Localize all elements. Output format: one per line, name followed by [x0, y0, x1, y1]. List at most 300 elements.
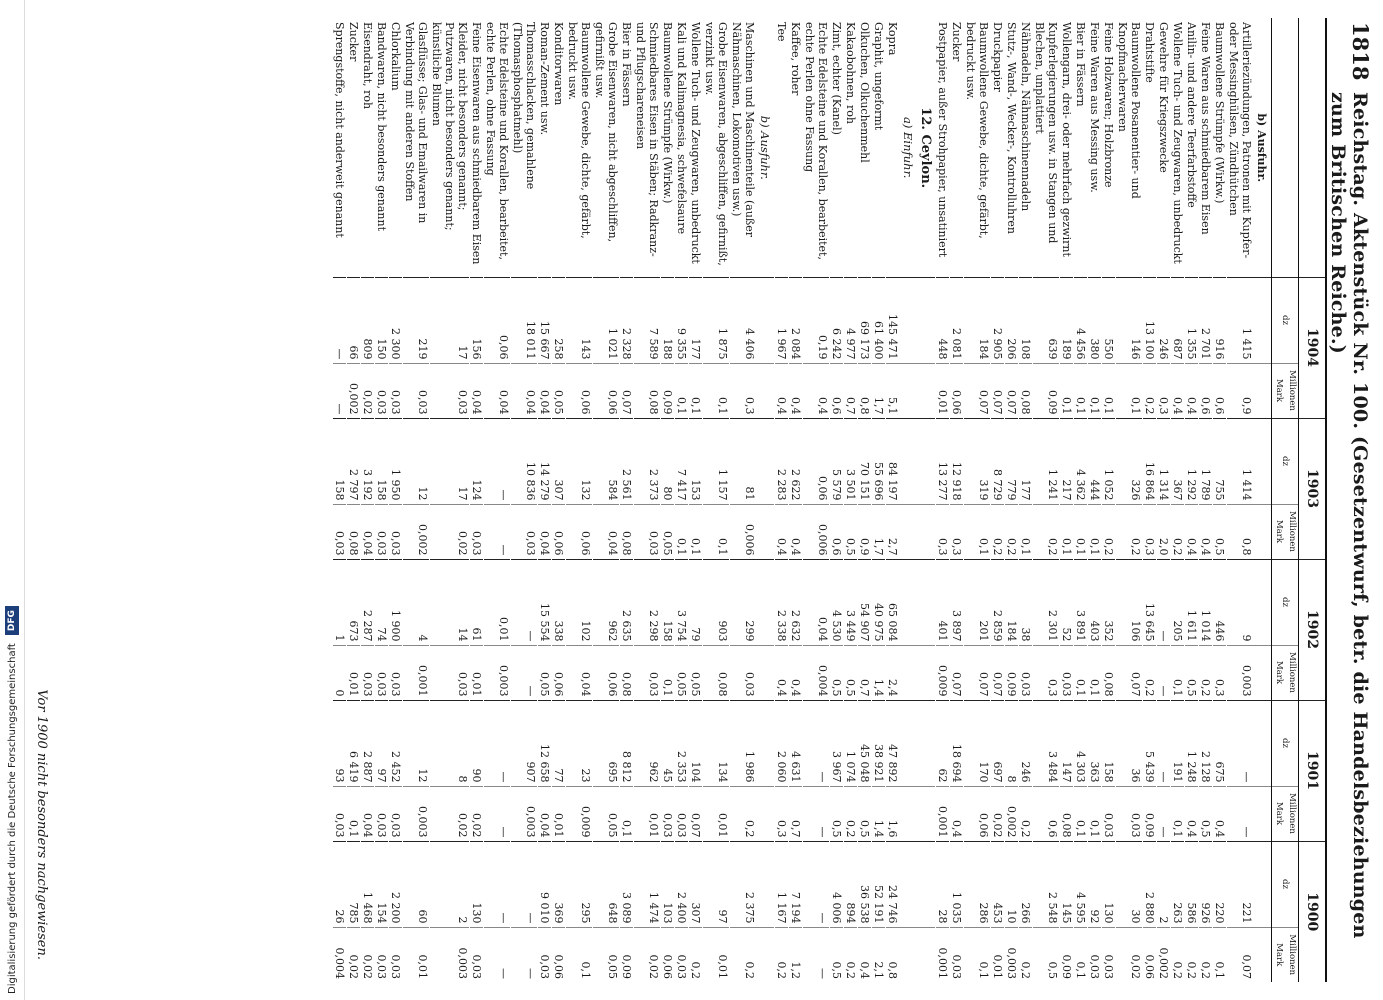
quantity-dz-cell: 2 300: [389, 277, 403, 363]
value-million-mark-cell: 0,2: [1185, 927, 1199, 982]
quantity-dz-cell: 4 631: [789, 700, 803, 786]
quantity-dz-cell: 36 538: [858, 841, 872, 927]
unit-mm-header: Millionen Mark: [1272, 927, 1299, 982]
quantity-dz-cell: 3 754: [675, 559, 689, 645]
empty-cell: [1253, 277, 1272, 363]
value-million-mark-cell: 0,04: [361, 504, 375, 559]
quantity-dz-cell: —: [484, 841, 511, 927]
quantity-dz-cell: 8: [1005, 700, 1019, 786]
quantity-dz-cell: 286: [964, 841, 991, 927]
value-million-mark-cell: 0,2: [689, 927, 703, 982]
value-million-mark-cell: 0,1: [1102, 363, 1116, 418]
empty-cell: [1253, 363, 1272, 418]
value-million-mark-cell: 0,03: [675, 786, 689, 841]
value-million-mark-cell: 0,1: [1074, 504, 1088, 559]
value-million-mark-cell: 0,03: [1102, 927, 1116, 982]
table-row: [593, 18, 620, 982]
value-million-mark-cell: 5,1: [886, 363, 900, 418]
empty-cell: [1253, 927, 1272, 982]
value-million-mark-cell: 0,03: [389, 504, 403, 559]
value-million-mark-cell: 0,05: [675, 645, 689, 700]
quantity-dz-cell: 177: [689, 277, 703, 363]
quantity-dz-cell: 448: [936, 277, 950, 363]
quantity-dz-cell: 9: [1227, 559, 1254, 645]
quantity-dz-cell: 12: [403, 418, 430, 504]
value-million-mark-cell: 0,04: [538, 786, 552, 841]
page-header: [1327, 22, 1373, 982]
value-million-mark-cell: 0,5: [844, 504, 858, 559]
section-heading-row: [756, 18, 775, 982]
table-row: [430, 18, 470, 982]
commodity-label: Echte Edelsteine und Korallen, bearbeitet, echte Perlen ohne Fassung: [803, 22, 829, 260]
quantity-dz-cell: 2 298: [634, 559, 661, 645]
value-million-mark-cell: 0,2: [1199, 645, 1213, 700]
value-million-mark-cell: 0,06: [566, 504, 593, 559]
quantity-dz-cell: 201: [964, 559, 991, 645]
quantity-dz-cell: 6 242: [830, 277, 844, 363]
value-million-mark-cell: —: [484, 786, 511, 841]
quantity-dz-cell: 1 355: [1185, 277, 1199, 363]
quantity-dz-cell: 4 530: [830, 559, 844, 645]
value-million-mark-cell: 0,4: [950, 786, 964, 841]
value-million-mark-cell: 0,04: [470, 363, 484, 418]
empty-cell: [917, 927, 936, 982]
table-row: [620, 18, 634, 982]
quantity-dz-cell: 785: [347, 841, 361, 927]
value-million-mark-cell: 0,1: [1074, 645, 1088, 700]
commodity-label: Bier in Fässern: [1074, 22, 1087, 107]
quantity-dz-cell: 1 967: [775, 277, 789, 363]
quantity-dz-cell: 156: [470, 277, 484, 363]
unit-header-row: [1272, 18, 1299, 982]
year-header: 1902: [1299, 559, 1327, 700]
quantity-dz-cell: 9 010: [538, 841, 552, 927]
quantity-dz-cell: 307: [552, 418, 566, 504]
value-million-mark-cell: 0,5: [830, 786, 844, 841]
value-million-mark-cell: 0,07: [991, 363, 1005, 418]
value-million-mark-cell: 0,5: [858, 786, 872, 841]
table-row: [886, 18, 900, 982]
table-row: [361, 18, 375, 982]
table-row: [389, 18, 403, 982]
running-title: Reichstag. Aktenstück Nr. 100. (Gesetzentwurf, betr. die Handelsbeziehungen zum Britischen Reiche.): [1327, 92, 1371, 939]
quantity-dz-cell: 0,06: [803, 418, 830, 504]
quantity-dz-cell: 74: [375, 559, 389, 645]
value-million-mark-cell: 0,5: [1033, 927, 1060, 982]
quantity-dz-cell: 307: [689, 841, 703, 927]
value-million-mark-cell: 0,003: [1005, 927, 1019, 982]
value-million-mark-cell: 0,003: [1227, 645, 1254, 700]
value-million-mark-cell: 0,4: [789, 645, 803, 700]
commodity-label: Sprengstoffe, nicht anderweit genannt: [333, 22, 346, 238]
value-million-mark-cell: 0,004: [333, 927, 347, 982]
quantity-dz-cell: 2 635: [620, 559, 634, 645]
empty-cell: [756, 418, 775, 504]
page-number: 1818: [1348, 22, 1373, 81]
quantity-dz-cell: 61: [470, 559, 484, 645]
quantity-dz-cell: 2 701: [1199, 277, 1213, 363]
commodity-label: Artilleriezündungen, Patronen mit Kupfer- oder Messinghülsen, Zündhütchen: [1227, 22, 1253, 259]
quantity-dz-cell: 145: [1060, 841, 1074, 927]
document-page: [28, 0, 1383, 1000]
quantity-dz-cell: 894: [844, 841, 858, 927]
table-row: [1074, 18, 1088, 982]
value-million-mark-cell: 0,07: [964, 645, 991, 700]
value-million-mark-cell: 0,4: [775, 363, 789, 418]
quantity-dz-cell: 4 595: [1074, 841, 1088, 927]
value-million-mark-cell: 0,7: [858, 645, 872, 700]
empty-cell: [917, 363, 936, 418]
empty-cell: [917, 841, 936, 927]
quantity-dz-cell: 338: [552, 559, 566, 645]
value-million-mark-cell: —: [803, 786, 830, 841]
quantity-dz-cell: 2 797: [347, 418, 361, 504]
quantity-dz-cell: 154: [375, 841, 389, 927]
table-row: [470, 18, 484, 982]
value-million-mark-cell: 0,006: [803, 504, 830, 559]
quantity-dz-cell: 84 197: [886, 418, 900, 504]
empty-cell: [1253, 841, 1272, 927]
quantity-dz-cell: 55 696: [872, 418, 886, 504]
value-million-mark-cell: 0,02: [361, 363, 375, 418]
quantity-dz-cell: 69 173: [858, 277, 872, 363]
quantity-dz-cell: 14 279: [538, 418, 552, 504]
value-million-mark-cell: 0,05: [552, 363, 566, 418]
value-million-mark-cell: 0,2: [775, 927, 789, 982]
empty-cell: [917, 418, 936, 504]
quantity-dz-cell: 60: [403, 841, 430, 927]
value-million-mark-cell: 0,1: [689, 363, 703, 418]
quantity-dz-cell: 586: [1185, 841, 1199, 927]
quantity-dz-cell: 1 986: [730, 700, 757, 786]
value-million-mark-cell: 0,01: [552, 786, 566, 841]
value-million-mark-cell: 0,04: [593, 504, 620, 559]
quantity-dz-cell: 15 667: [538, 277, 552, 363]
value-million-mark-cell: 0,03: [375, 504, 389, 559]
quantity-dz-cell: 1 035: [950, 841, 964, 927]
label-header: [1299, 18, 1327, 277]
value-million-mark-cell: 0,001: [936, 786, 950, 841]
quantity-dz-cell: 6 419: [347, 700, 361, 786]
value-million-mark-cell: 0,06: [950, 363, 964, 418]
quantity-dz-cell: 177: [1019, 418, 1033, 504]
year-header: 1900: [1299, 841, 1327, 982]
value-million-mark-cell: 0,03: [538, 927, 552, 982]
value-million-mark-cell: —: [1227, 786, 1254, 841]
quantity-dz-cell: 1 167: [775, 841, 789, 927]
value-million-mark-cell: 2,0: [1157, 504, 1171, 559]
table-row: [936, 18, 950, 982]
empty-cell: [756, 277, 775, 363]
credit-text: [1, 0, 25, 1000]
quantity-dz-cell: 47 892: [886, 700, 900, 786]
value-million-mark-cell: 0,1: [620, 786, 634, 841]
value-million-mark-cell: 0,4: [1185, 363, 1199, 418]
value-million-mark-cell: 0,02: [634, 927, 661, 982]
year-header: 1901: [1299, 700, 1327, 841]
quantity-dz-cell: 2 452: [389, 700, 403, 786]
quantity-dz-cell: 23: [566, 700, 593, 786]
value-million-mark-cell: 0,1: [347, 786, 361, 841]
value-million-mark-cell: —: [484, 927, 511, 982]
quantity-dz-cell: 4 303: [1074, 700, 1088, 786]
dfg-logo: DFG: [5, 606, 19, 635]
empty-cell: [1253, 645, 1272, 700]
quantity-dz-cell: 145 471: [886, 277, 900, 363]
value-million-mark-cell: 0,02: [361, 927, 375, 982]
table-row: [1102, 18, 1116, 982]
commodity-label: Bier in Fässern: [620, 22, 633, 107]
quantity-dz-cell: 217: [1060, 418, 1074, 504]
quantity-dz-cell: 266: [1019, 841, 1033, 927]
quantity-dz-cell: 158: [375, 418, 389, 504]
value-million-mark-cell: 1,2: [789, 927, 803, 982]
value-million-mark-cell: 0,03: [1116, 786, 1143, 841]
value-million-mark-cell: 0,08: [620, 504, 634, 559]
quantity-dz-cell: 2 375: [730, 841, 757, 927]
empty-cell: [899, 559, 917, 645]
value-million-mark-cell: 0,4: [1171, 363, 1185, 418]
value-million-mark-cell: 2,1: [872, 927, 886, 982]
quantity-dz-cell: 809: [361, 277, 375, 363]
value-million-mark-cell: 0,4: [1213, 786, 1227, 841]
quantity-dz-cell: 1 468: [361, 841, 375, 927]
value-million-mark-cell: 0,06: [593, 363, 620, 418]
quantity-dz-cell: 13 277: [936, 418, 950, 504]
value-million-mark-cell: 1,7: [872, 504, 886, 559]
table-row: [1227, 18, 1254, 982]
quantity-dz-cell: 77: [552, 700, 566, 786]
value-million-mark-cell: 0,8: [886, 927, 900, 982]
commodity-label: Feine Waren aus Messing usw.: [1088, 22, 1101, 193]
value-million-mark-cell: 0,3: [1157, 363, 1171, 418]
quantity-dz-cell: 903: [703, 559, 730, 645]
unit-dz-header: dz: [1272, 277, 1299, 363]
quantity-dz-cell: 926: [1199, 841, 1213, 927]
value-million-mark-cell: 0,2: [1116, 504, 1143, 559]
quantity-dz-cell: 299: [730, 559, 757, 645]
quantity-dz-cell: 61 400: [872, 277, 886, 363]
value-million-mark-cell: 0,04: [566, 645, 593, 700]
quantity-dz-cell: 675: [1213, 700, 1227, 786]
quantity-dz-cell: 3 897: [950, 559, 964, 645]
quantity-dz-cell: 4 362: [1074, 418, 1088, 504]
value-million-mark-cell: 0,09: [620, 927, 634, 982]
value-million-mark-cell: 0,002: [347, 363, 361, 418]
value-million-mark-cell: 0,01: [634, 786, 661, 841]
table-row: [1199, 18, 1213, 982]
quantity-dz-cell: 54 907: [858, 559, 872, 645]
value-million-mark-cell: 0,06: [566, 363, 593, 418]
commodity-label: Echte Edelsteine und Korallen, bearbeitet, echte Perlen, ohne Fassung: [484, 22, 510, 260]
quantity-dz-cell: —: [511, 559, 538, 645]
quantity-dz-cell: 403: [1088, 559, 1102, 645]
value-million-mark-cell: 0,03: [1102, 786, 1116, 841]
value-million-mark-cell: 0,5: [844, 645, 858, 700]
unit-mm-header: Millionen Mark: [1272, 363, 1299, 418]
value-million-mark-cell: 0,03: [950, 927, 964, 982]
value-million-mark-cell: 0,01: [936, 363, 950, 418]
value-million-mark-cell: 0,06: [661, 927, 675, 982]
quantity-dz-cell: 2 905: [991, 277, 1005, 363]
empty-cell: [756, 363, 775, 418]
quantity-dz-cell: 7 589: [634, 277, 661, 363]
quantity-dz-cell: 36: [1116, 700, 1143, 786]
quantity-dz-cell: 962: [634, 700, 661, 786]
value-million-mark-cell: 0,7: [789, 786, 803, 841]
quantity-dz-cell: 14: [430, 559, 470, 645]
table-row: [634, 18, 661, 982]
quantity-dz-cell: 103: [661, 841, 675, 927]
commodity-label: Kali und Kalimagnesia, schwefelsaure: [675, 22, 688, 235]
quantity-dz-cell: 2 548: [1033, 841, 1060, 927]
value-million-mark-cell: 0,4: [858, 927, 872, 982]
commodity-label: Graphit, ungeformt: [872, 22, 885, 131]
quantity-dz-cell: 45 048: [858, 700, 872, 786]
value-million-mark-cell: —: [1157, 645, 1171, 700]
quantity-dz-cell: 367: [1171, 418, 1185, 504]
value-million-mark-cell: 0,06: [964, 786, 991, 841]
quantity-dz-cell: 2 632: [789, 559, 803, 645]
value-million-mark-cell: 0,07: [620, 363, 634, 418]
table-row: [991, 18, 1005, 982]
quantity-dz-cell: 1 074: [844, 700, 858, 786]
commodity-label: Grobe Eisenwaren, nicht abgeschliffen, gefirnißt usw.: [593, 22, 619, 243]
value-million-mark-cell: 0,5: [1199, 786, 1213, 841]
quantity-dz-cell: 219: [403, 277, 430, 363]
commodity-label: Baumwollene Strümpfe (Wirkw.): [1213, 22, 1226, 204]
value-million-mark-cell: 0,5: [830, 645, 844, 700]
quantity-dz-cell: 2 887: [361, 700, 375, 786]
quantity-dz-cell: 130: [470, 841, 484, 927]
commodity-label: Feine Eisenwaren aus schmiedbarem Eisen: [470, 22, 483, 265]
table-row: [1088, 18, 1102, 982]
value-million-mark-cell: 0,1: [675, 504, 689, 559]
quantity-dz-cell: 38: [1019, 559, 1033, 645]
quantity-dz-cell: 8 729: [991, 418, 1005, 504]
quantity-dz-cell: 2 400: [675, 841, 689, 927]
table-row: [950, 18, 964, 982]
value-million-mark-cell: 0,09: [1143, 786, 1157, 841]
value-million-mark-cell: 0,3: [775, 786, 789, 841]
quantity-dz-cell: 3 501: [844, 418, 858, 504]
commodity-label: Maschinen und Maschinenteile (außer Nähmaschinen, Lokomotiven usw.): [730, 22, 756, 238]
value-million-mark-cell: 0,02: [430, 786, 470, 841]
commodity-label: Eisendraht, roh: [361, 22, 374, 110]
quantity-dz-cell: 28: [936, 841, 950, 927]
value-million-mark-cell: 0,9: [858, 504, 872, 559]
empty-cell: [899, 277, 917, 363]
value-million-mark-cell: 0,04: [538, 363, 552, 418]
commodity-label: Stutz-, Wand-, Wecker-, Kontrolluhren: [1005, 22, 1018, 234]
value-million-mark-cell: 0,1: [703, 363, 730, 418]
table-row: [872, 18, 886, 982]
empty-cell: [1253, 559, 1272, 645]
quantity-dz-cell: 4 977: [844, 277, 858, 363]
quantity-dz-cell: 3 089: [620, 841, 634, 927]
quantity-dz-cell: 150: [375, 277, 389, 363]
quantity-dz-cell: 0,01: [484, 559, 511, 645]
quantity-dz-cell: 80: [661, 418, 675, 504]
commodity-label: Zucker: [347, 22, 360, 62]
quantity-dz-cell: 8: [430, 700, 470, 786]
quantity-dz-cell: 26: [333, 841, 347, 927]
table-row: [689, 18, 703, 982]
quantity-dz-cell: —: [803, 700, 830, 786]
value-million-mark-cell: 2,7: [886, 504, 900, 559]
value-million-mark-cell: 0,1: [661, 645, 675, 700]
value-million-mark-cell: 0,03: [375, 927, 389, 982]
value-million-mark-cell: 0,1: [964, 504, 991, 559]
label-header: [1272, 18, 1299, 277]
value-million-mark-cell: 0,2: [991, 504, 1005, 559]
table-row: [333, 18, 347, 982]
value-million-mark-cell: 0,2: [844, 927, 858, 982]
empty-cell: [917, 700, 936, 786]
value-million-mark-cell: —: [511, 645, 538, 700]
value-million-mark-cell: 0,4: [1199, 504, 1213, 559]
value-million-mark-cell: 0,4: [775, 645, 789, 700]
value-million-mark-cell: 0,03: [333, 504, 347, 559]
value-million-mark-cell: —: [803, 927, 830, 982]
quantity-dz-cell: 3 484: [1033, 700, 1060, 786]
value-million-mark-cell: 0,4: [1185, 504, 1199, 559]
empty-cell: [756, 559, 775, 645]
commodity-label: Chlorkalium: [389, 22, 402, 91]
value-million-mark-cell: 2,4: [886, 645, 900, 700]
value-million-mark-cell: 0,06: [593, 645, 620, 700]
unit-mm-header: Millionen Mark: [1272, 786, 1299, 841]
empty-cell: [756, 700, 775, 786]
value-million-mark-cell: —: [333, 363, 347, 418]
empty-cell: [1253, 418, 1272, 504]
quantity-dz-cell: 695: [593, 700, 620, 786]
value-million-mark-cell: 0,003: [511, 786, 538, 841]
unit-mm-header: Millionen Mark: [1272, 645, 1299, 700]
value-million-mark-cell: 0,1: [1088, 363, 1102, 418]
quantity-dz-cell: 143: [566, 277, 593, 363]
table-body: [333, 18, 1272, 982]
commodity-label: Wollene Tuch- und Zeugwaren, unbedruckt: [1171, 22, 1184, 264]
value-million-mark-cell: 0,09: [1033, 363, 1060, 418]
quantity-dz-cell: 184: [1005, 559, 1019, 645]
table-row: [538, 18, 552, 982]
quantity-dz-cell: 3 192: [361, 418, 375, 504]
table-row: [1185, 18, 1199, 982]
value-million-mark-cell: 0,1: [1019, 504, 1033, 559]
empty-cell: [756, 841, 775, 927]
commodity-label: Bandwaren, nicht besonders genannt: [375, 22, 388, 231]
quantity-dz-cell: 1 414: [1227, 418, 1254, 504]
quantity-dz-cell: —: [1157, 700, 1171, 786]
table-row: [703, 18, 730, 982]
footnote: Vor 1900 nicht besonders nachgewiesen.: [34, 689, 49, 960]
value-million-mark-cell: 0,03: [389, 786, 403, 841]
quantity-dz-cell: 97: [375, 700, 389, 786]
quantity-dz-cell: 2 200: [389, 841, 403, 927]
quantity-dz-cell: 0,04: [803, 559, 830, 645]
value-million-mark-cell: 0,03: [389, 645, 403, 700]
empty-cell: [756, 645, 775, 700]
value-million-mark-cell: 0,03: [1060, 645, 1074, 700]
commodity-label: Gewehre für Kriegszwecke: [1157, 22, 1170, 173]
section-heading: b) Ausfuhr.: [758, 115, 772, 180]
value-million-mark-cell: 0,1: [689, 504, 703, 559]
value-million-mark-cell: 0,2: [1019, 927, 1033, 982]
quantity-dz-cell: 221: [1227, 841, 1254, 927]
table-row: [661, 18, 675, 982]
quantity-dz-cell: 4 006: [830, 841, 844, 927]
